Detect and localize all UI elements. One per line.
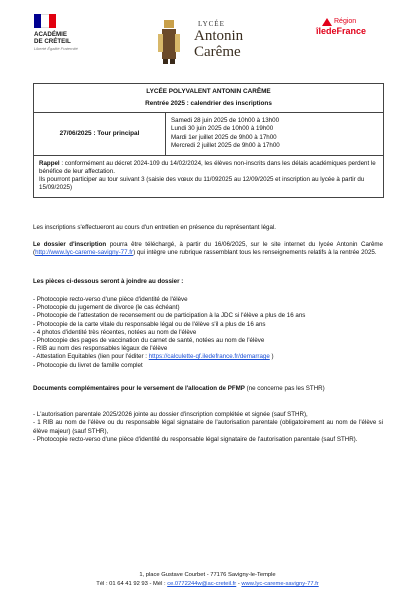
- footer-mail-link[interactable]: ce.0772244w@ac-creteil.fr: [167, 581, 237, 587]
- list-item: - RIB au nom des responsables légaux de l'élève: [33, 345, 168, 353]
- list-item: - L'autorisation parentale 2025/2026 jointe au dossier d'inscription complétée et signée (sauf STHR),: [33, 411, 308, 418]
- rappel-label: Rappel: [39, 159, 60, 167]
- calendar-box: [33, 83, 384, 198]
- list-item: - Photocopie recto-verso d'une pièce d'identité du responsable légal signataire de l'autorisation parentale (sauf STHR).: [33, 436, 358, 444]
- list-item: - 1 RIB au nom de l'élève ou du responsable légal signataire de l'autorisation parentale (obligatoirement au nom de l'élève si élève majeur) (sauf STHR),: [33, 419, 383, 435]
- region-top-label: Région: [334, 18, 357, 25]
- footer-site-link[interactable]: www.lyc-careme-savigny-77.fr: [241, 581, 319, 587]
- pfmp-items: [33, 411, 383, 445]
- pieces-list: [33, 296, 383, 370]
- region-logo: [316, 18, 386, 36]
- pfmp-title: [33, 385, 383, 393]
- academie-logo: [34, 14, 94, 52]
- date-item: Lundi 30 juin 2025 de 10h00 à 19h00: [171, 125, 274, 133]
- attestation-text: - Attestation Equitables (lien pour l'éditer :: [33, 353, 149, 361]
- pfmp-note: (ne concerne pas les STHR): [244, 385, 325, 392]
- intro-paragraph: Les inscriptions s'effectueront au cours d'un entretien en présence du représentant légal.: [33, 224, 277, 231]
- footer-contact: [0, 580, 415, 588]
- dossier-text-1: pourra être téléchargé, à partir du 16/06/2025, sur le site internet du lycée Antonin Carême (: [33, 241, 384, 257]
- lycee-small-label: LYCÉE: [198, 20, 225, 28]
- attestation-link[interactable]: https://calculette-qf.iledefrance.fr/demarrage: [148, 353, 270, 361]
- academie-line1: ACADÉMIE: [34, 31, 68, 38]
- tour-label: 27/06/2025 : Tour principal: [34, 113, 166, 155]
- tour-dates: [166, 113, 383, 155]
- list-item: - Photocopie de l'attestation de recensement ou de participation à la JDC si l'élève a plus de 16 ans: [33, 312, 306, 320]
- date-item: Mercredi 2 juillet 2025 de 9h00 à 17h00: [171, 142, 280, 150]
- pieces-title: Les pièces ci-dessous seront à joindre au dossier :: [33, 278, 184, 285]
- academie-line2: DE CRÉTEIL: [34, 38, 71, 45]
- rappel-text-2: Ils pourront participer au tour suivant 3 (saisie des vœux du 11/092025 au 12/09/2025 et inscription au lycée à partir du 15/09/2025): [39, 176, 365, 192]
- box-subtitle: Rentrée 2025 : calendrier des inscriptions: [34, 100, 383, 113]
- rappel-text: : conformément au décret 2024-109 du 14/02/2024, les élèves non-inscrits dans les délais académiques perdent le bénéfice de leur affectation.: [39, 159, 376, 175]
- box-title: LYCÉE POLYVALENT ANTONIN CARÊME: [146, 88, 271, 95]
- pfmp-title-text: Documents complémentaires pour le versement de l'allocation de PFMP: [33, 385, 245, 392]
- list-item: - 4 photos d'identité très récentes, notées au nom de l'élève: [33, 328, 197, 336]
- footer-address: 1, place Gustave Courbet - 77176 Savigny-le-Temple: [139, 572, 276, 578]
- lycee-name-line1: Antonin: [194, 28, 244, 44]
- republic-flag-icon: [34, 14, 56, 28]
- list-item: - Photocopie des pages de vaccination du carnet de santé, notées au nom de l'élève: [33, 337, 265, 345]
- academie-motto: Liberté Égalité Fraternité: [34, 46, 78, 51]
- dossier-paragraph: [33, 241, 383, 258]
- chef-figure-icon: [156, 20, 182, 64]
- dossier-label: Le dossier d'inscription: [33, 241, 107, 248]
- footer-sep: -: [236, 581, 242, 587]
- region-name-label: îledeFrance: [316, 26, 367, 36]
- date-item: Mardi 1er juillet 2025 de 9h00 à 17h00: [171, 133, 277, 141]
- dossier-text-2: ) qui intègre une rubrique rassemblant tous les renseignements relatifs à la rentrée 2025.: [133, 249, 377, 257]
- list-item: - Photocopie de la carte vitale du responsable légal ou de l'élève s'il a plus de 16 ans: [33, 320, 266, 328]
- footer-tel: Tél : 01 64 41 92 93 - Mél :: [96, 581, 168, 587]
- rappel-note: [34, 156, 383, 198]
- list-item: - Photocopie recto-verso d'une pièce d'identité de l'élève: [33, 296, 188, 303]
- region-mark-icon: [322, 18, 332, 26]
- date-item: Samedi 28 juin 2025 de 10h00 à 13h00: [171, 117, 280, 124]
- lycee-website-link[interactable]: http://www.lyc-careme-savigny-77.fr: [35, 249, 134, 257]
- attestation-end: ): [269, 353, 274, 361]
- list-item: - Photocopie du livret de famille complet: [33, 361, 143, 369]
- list-item: [33, 353, 383, 361]
- list-item: - Photocopie du jugement de divorce (le cas échéant): [33, 304, 180, 312]
- tour-principal-row: [34, 113, 383, 156]
- lycee-logo: [150, 18, 268, 68]
- lycee-name-line2: Carême: [194, 44, 241, 60]
